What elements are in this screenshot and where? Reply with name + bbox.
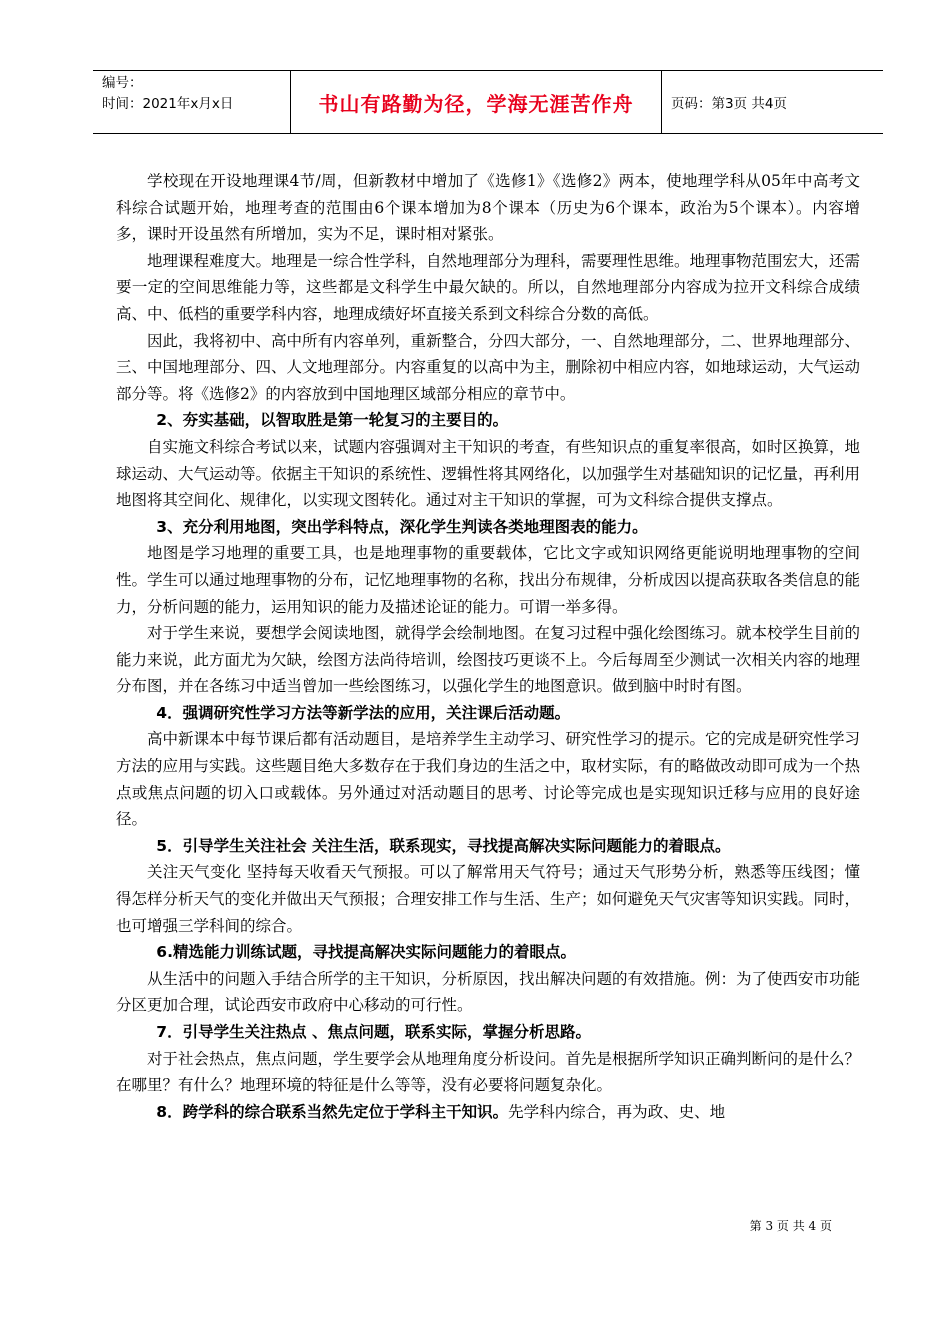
paragraph <box>116 859 860 939</box>
paragraph-text: 学校现在开设地理课4节/周，但新教材中增加了《选修1》《选修2》两本，使地理学科从05年中高考文科综合试题开始，地理考查的范围由6个课本增加为8个课本（历史为6个课本，政治为5个课本）。内容增多，课时开设虽然有所增加，实为不足，课时相对紧张。 <box>116 172 860 244</box>
heading-text: 7．引导学生关注热点 、焦点问题，联系实际，掌握分析思路。 <box>156 1023 591 1041</box>
paragraph-tail: 先学科内综合，再为政、史、地 <box>508 1102 726 1121</box>
page-header <box>93 70 883 134</box>
paragraph-text: 对于社会热点，焦点问题，学生要学会从地理角度分析设问。首先是根据所学知识正确判断问的是什么？在哪里？有什么？地理环境的特征是什么等等，没有必要将问题复杂化。 <box>116 1049 861 1095</box>
heading-text: 2、夯实基础，以智取胜是第一轮复习的主要目的。 <box>156 411 509 430</box>
section-heading <box>116 407 860 434</box>
heading-text: 4．强调研究性学习方法等新学法的应用，关注课后活动题。 <box>156 703 571 722</box>
paragraph <box>116 328 860 408</box>
time-label: 时间：2021年x月x日 <box>102 96 234 112</box>
header-motto: 书山有路勤为径，学海无涯苦作舟 <box>291 71 662 133</box>
section-heading <box>116 1019 860 1046</box>
paragraph <box>116 726 860 832</box>
paragraph-text: 关注天气变化 坚持每天收看天气预报。可以了解常用天气符号；通过天气形势分析，熟悉等压线图；懂得怎样分析天气的变化并做出天气预报；合理安排工作与生活、生产；如何避免天气灾害等知识实践。同时，也可增强三学科间的综合。 <box>116 863 861 935</box>
document-body <box>116 168 860 1125</box>
heading-text: 5．引导学生关注社会 关注生活，联系现实，寻找提高解决实际问题能力的着眼点。 <box>156 836 731 855</box>
section-heading <box>116 833 860 860</box>
header-meta <box>93 71 291 133</box>
paragraph <box>116 248 860 328</box>
heading-text: 3、充分利用地图，突出学科特点，深化学生判读各类地理图表的能力。 <box>156 517 648 536</box>
section-heading <box>116 939 860 966</box>
paragraph <box>116 1046 860 1099</box>
paragraph-text: 对于学生来说，要想学会阅读地图，就得学会绘制地图。在复习过程中强化绘图练习。就本校学生目前的能力来说，此方面尤为欠缺，绘图方法尚待培训，绘图技巧更谈不上。今后每周至少测试一次相关内容的地理分布图，并在各练习中适当曾加一些绘图练习，以强化学生的地图意识。做到脑中时时有图。 <box>116 624 861 696</box>
section-heading <box>116 700 860 727</box>
page-footer: 第 3 页 共 4 页 <box>749 1219 832 1233</box>
paragraph <box>116 434 860 514</box>
paragraph-text: 地理课程难度大。地理是一综合性学科，自然地理部分为理科，需要理性思维。地理事物范围宏大，还需要一定的空间思维能力等，这些都是文科学生中最欠缺的。所以，自然地理部分内容成为拉开文科综合成绩高、中、低档的重要学科内容，地理成绩好坏直接关系到文科综合分数的高低。 <box>116 251 861 323</box>
paragraph <box>116 540 860 620</box>
paragraph <box>116 168 860 248</box>
header-page-code: 页码：第3页 共4页 <box>671 96 787 112</box>
paragraph <box>116 620 860 700</box>
heading-text: 6.精选能力训练试题，寻找提高解决实际问题能力的着眼点。 <box>156 943 576 962</box>
paragraph-text: 地图是学习地理的重要工具，也是地理事物的重要载体，它比文字或知识网络更能说明地理事物的空间性。学生可以通过地理事物的分布，记忆地理事物的名称，找出分布规律，分析成因以提高获取各类信息的能力，分析问题的能力，运用知识的能力及描述论证的能力。可谓一举多得。 <box>116 544 861 616</box>
number-label: 编号： <box>102 75 143 91</box>
paragraph <box>116 966 860 1019</box>
paragraph-text: 自实施文科综合考试以来，试题内容强调对主干知识的考查，有些知识点的重复率很高，如时区换算，地球运动、大气运动等。依据主干知识的系统性、逻辑性将其网络化，以加强学生对基础知识的记忆量，再利用地图将其空间化、规律化，以实现文图转化。通过对主干知识的掌握，可为文科综合提供支撑点。 <box>116 437 861 510</box>
paragraph-text: 高中新课本中每节课后都有活动题目，是培养学生主动学习、研究性学习的提示。它的完成是研究性学习方法的应用与实践。这些题目绝大多数存在于我们身边的生活之中，取材实际，有的略做改动即可成为一个热点或焦点问题的切入口或载体。另外通过对活动题目的思考、讨论等完成也是实现知识迁移与应用的良好途径。 <box>116 730 861 829</box>
paragraph-text: 从生活中的问题入手结合所学的主干知识，分析原因，找出解决问题的有效措施。例：为了使西安市功能分区更加合理，试论西安市政府中心移动的可行性。 <box>116 969 861 1015</box>
paragraph-text: 因此，我将初中、高中所有内容单列，重新整合，分四大部分，一、自然地理部分，二、世界地理部分、三、中国地理部分、四、人文地理部分。内容重复的以高中为主，删除初中相应内容，如地球运动，大气运动部分等。将《选修2》的内容放到中国地理区域部分相应的章节中。 <box>116 331 861 403</box>
section-heading <box>116 514 860 541</box>
section-heading <box>116 1099 860 1126</box>
heading-text: 8．跨学科的综合联系当然先定位于学科主干知识。 <box>156 1102 509 1121</box>
